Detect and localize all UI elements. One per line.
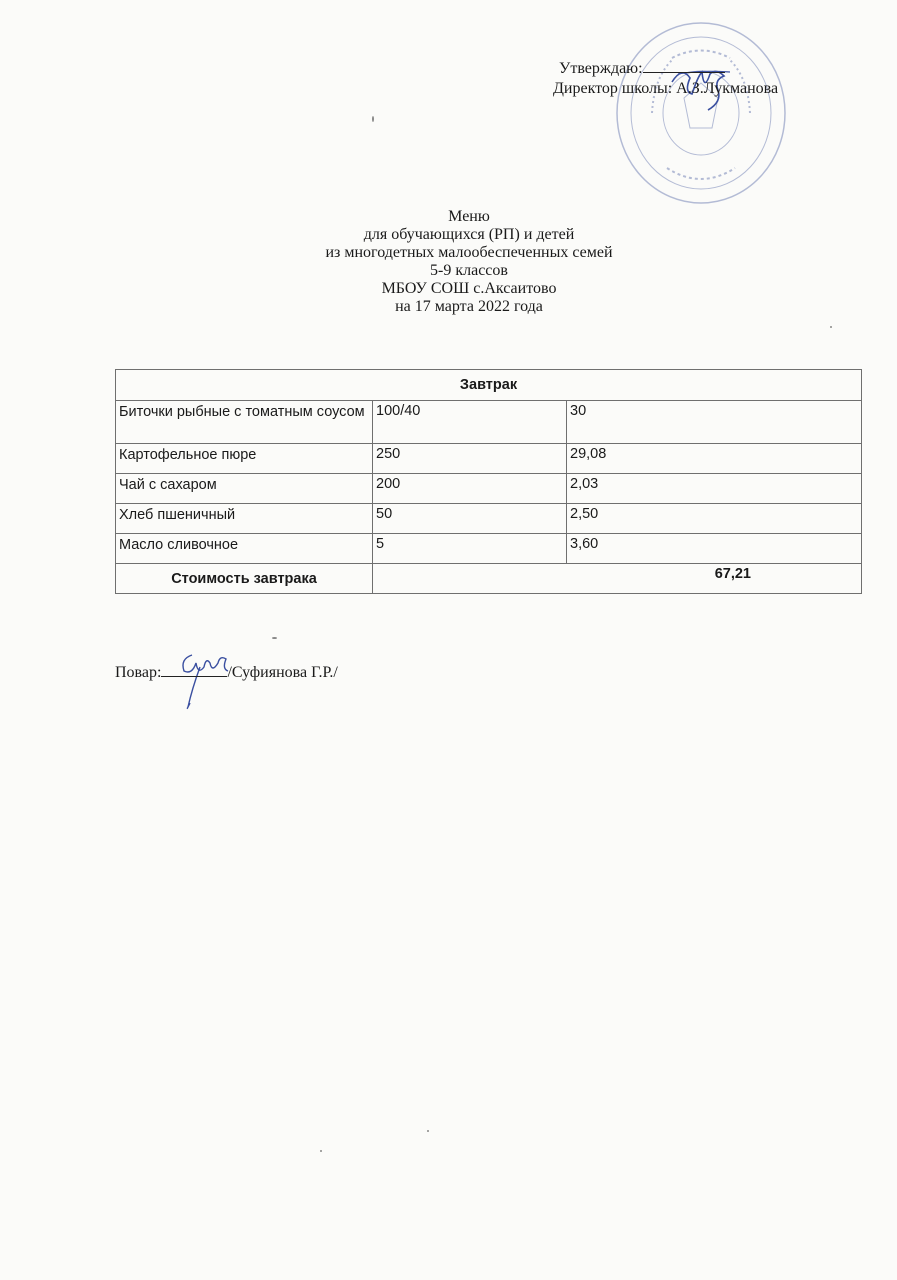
total-row <box>116 564 862 594</box>
header-line-4: 5-9 классов <box>430 262 508 279</box>
cook-label: Повар: <box>115 664 162 681</box>
approve-label: Утверждаю: <box>559 60 643 77</box>
scan-speck <box>830 326 832 328</box>
dish-weight: 100/40 <box>373 401 567 444</box>
header-date: на 17 марта 2022 года <box>395 298 543 315</box>
approval-block <box>553 58 873 99</box>
header-title: Меню <box>448 208 490 225</box>
section-title: Завтрак <box>116 370 862 401</box>
dish-weight: 5 <box>373 534 567 564</box>
dish-weight: 200 <box>373 474 567 504</box>
total-label: Стоимость завтрака <box>116 564 373 594</box>
dish-price: 2,03 <box>567 474 862 504</box>
cook-signature-line <box>161 662 227 677</box>
dish-name: Хлеб пшеничный <box>116 504 373 534</box>
dish-name: Биточки рыбные с томатным соусом <box>116 401 373 444</box>
table-row <box>116 401 862 444</box>
header-line-5: МБОУ СОШ с.Аксаитово <box>381 280 557 297</box>
dish-name: Картофельное пюре <box>116 444 373 474</box>
scan-speck <box>372 116 374 122</box>
table-row <box>116 504 862 534</box>
dish-price: 29,08 <box>567 444 862 474</box>
director-line: Директор школы: А.З.Лукманова <box>553 80 779 97</box>
menu-table <box>115 369 862 594</box>
dish-name: Масло сливочное <box>116 534 373 564</box>
dish-price: 2,50 <box>567 504 862 534</box>
header-line-3: из многодетных малообеспеченных семей <box>325 244 613 261</box>
cook-name: /Суфиянова Г.Р./ <box>227 664 338 681</box>
total-value: 67,21 <box>373 564 862 594</box>
scan-speck <box>427 1130 429 1132</box>
dish-price: 30 <box>567 401 862 444</box>
dish-price: 3,60 <box>567 534 862 564</box>
menu-header <box>200 208 738 316</box>
table-row <box>116 444 862 474</box>
table-row <box>116 474 862 504</box>
header-line-2: для обучающихся (РП) и детей <box>363 226 575 243</box>
approve-signature-line <box>643 58 725 73</box>
scan-speck <box>320 1150 322 1152</box>
table-row <box>116 534 862 564</box>
dish-name: Чай с сахаром <box>116 474 373 504</box>
dish-weight: 250 <box>373 444 567 474</box>
cook-line <box>115 662 338 682</box>
dish-weight: 50 <box>373 504 567 534</box>
scan-speck <box>272 637 277 639</box>
